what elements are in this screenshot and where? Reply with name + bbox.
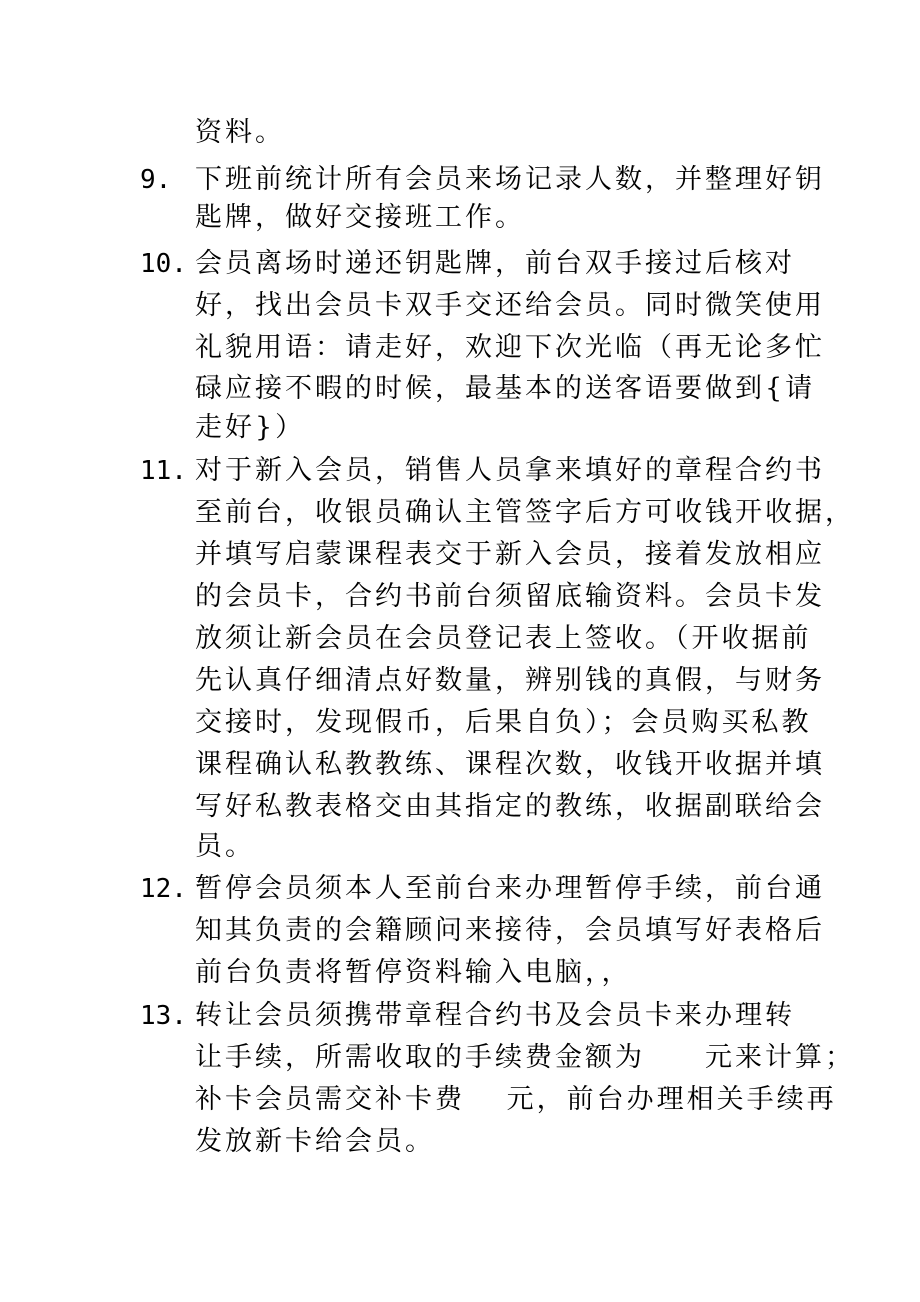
item-line: 好，找出会员卡双手交还给会员。同时微笑使用 [195,290,825,321]
item-line: 前台负责将暂停资料输入电脑，， [195,957,632,988]
item-line: 发放新卡给会员。 [195,1126,435,1157]
item-line: 放须让新会员在会员登记表上签收。（开收据前 [195,623,812,654]
item-line: 写好私教表格交由其指定的教练，收据副联给会 [195,791,825,822]
item-number: 11. [140,456,187,486]
item-line: 补卡会员需交补卡费 元，前台办理相关手续再 [195,1084,837,1115]
item-line: 下班前统计所有会员来场记录人数，并整理好钥 [195,164,825,195]
item-line: 碌应接不暇的时候，最基本的送客语要做到{请 [195,373,816,404]
item-line: 并填写启蒙课程表交于新入会员，接着发放相应 [195,539,825,570]
item-line: 走好}） [195,412,306,443]
item-number: 9. [140,165,172,195]
item-line: 员。 [195,831,255,862]
item-line: 对于新入会员，销售人员拿来填好的章程合约书 [195,455,825,486]
item-line: 让手续，所需收取的手续费金额为 元来计算； [195,1042,855,1073]
item-line: 至前台，收银员确认主管签字后方可收钱开收据， [195,497,855,528]
item-number: 10. [140,249,187,279]
item-line: 匙牌，做好交接班工作。 [195,202,525,233]
item-line: 资料。 [195,117,285,148]
item-line: 的会员卡，合约书前台须留底输资料。会员卡发 [195,581,825,612]
item-line: 知其负责的会籍顾问来接待，会员填写好表格后 [195,915,825,946]
item-line: 会员离场时递还钥匙牌，前台双手接过后核对 [195,248,795,279]
item-line: 转让会员须携带章程合约书及会员卡来办理转 [195,1000,795,1031]
item-line: 交接时，发现假币，后果自负）；会员购买私教 [195,707,812,738]
item-number: 13. [140,1001,187,1031]
item-number: 12. [140,874,187,904]
item-line: 课程确认私教教练、课程次数，收钱开收据并填 [195,749,825,780]
item-line: 暂停会员须本人至前台来办理暂停手续，前台通 [195,873,825,904]
item-line: 先认真仔细清点好数量，辨别钱的真假，与财务 [195,665,825,696]
item-line: 礼貌用语：请走好，欢迎下次光临（再无论多忙 [195,332,825,363]
